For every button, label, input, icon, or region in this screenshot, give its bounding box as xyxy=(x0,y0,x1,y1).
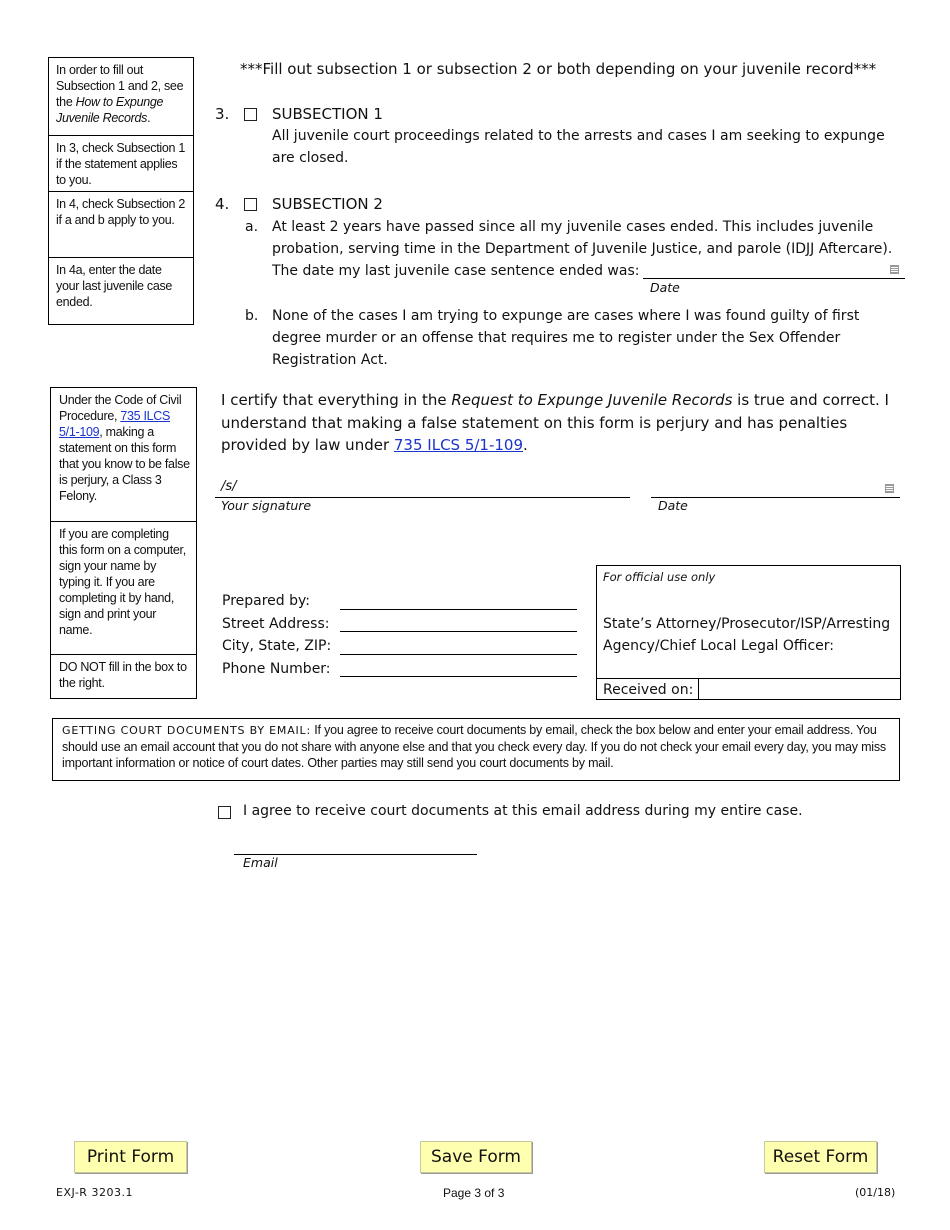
city-state-zip-field[interactable] xyxy=(340,654,577,655)
email-agree-label: I agree to receive court documents at this email address during my entire case. xyxy=(243,803,803,819)
prepared-by-field[interactable] xyxy=(340,609,577,610)
save-form-button[interactable]: Save Form xyxy=(420,1141,532,1173)
perjury-statute-link[interactable]: 735 ILCS 5/1-109 xyxy=(59,409,171,439)
instruction-item-4: In 4, check Subsection 2 if a and b apply to you. xyxy=(49,192,193,258)
official-use-header: For official use only xyxy=(603,570,716,584)
print-form-button[interactable]: Print Form xyxy=(74,1141,187,1173)
official-use-box xyxy=(596,565,901,700)
instructions-sidebar-bottom xyxy=(50,387,197,699)
calendar-icon[interactable] xyxy=(885,484,894,493)
item-4a-label: a. xyxy=(245,219,259,235)
item-3-number: 3. xyxy=(215,105,230,123)
subsection-1-text: All juvenile court proceedings related to the arrests and cases I am seeking to expunge are closed. xyxy=(272,128,885,166)
signature-date-caption: Date xyxy=(658,498,688,513)
subsection-1-checkbox[interactable] xyxy=(244,108,257,121)
form-date: (01/18) xyxy=(855,1186,896,1199)
instruction-signing: If you are completing this form on a computer, sign your name by typing it. If you are completing it by hand, sign and print your name. xyxy=(51,522,196,655)
prepared-by-label: Prepared by: xyxy=(222,593,310,609)
email-caption: Email xyxy=(243,855,278,870)
received-on-row xyxy=(597,678,900,700)
form-id: EXJ-R 3203.1 xyxy=(56,1186,133,1199)
email-agree-checkbox[interactable] xyxy=(218,806,231,819)
instruction-subsections: In order to fill out Subsection 1 and 2, see the How to Expunge Juvenile Records. xyxy=(49,58,193,136)
phone-number-field[interactable] xyxy=(340,676,577,677)
instructions-sidebar-top xyxy=(48,57,194,325)
certification-statement: I certify that everything in the Request to Expunge Juvenile Records is true and correct. I understand that making a false statement on this form is perjury and has penalties provided by law under 735 ILCS 5/1-109. xyxy=(221,391,889,454)
street-address-label: Street Address: xyxy=(222,616,330,632)
signature-value[interactable]: /s/ xyxy=(221,479,237,494)
perjury-law-link[interactable]: 735 ILCS 5/1-109 xyxy=(393,436,524,454)
received-on-label: Received on: xyxy=(603,682,694,698)
email-notice-box: GETTING COURT DOCUMENTS BY EMAIL: If you agree to receive court documents by email, check the box below and enter your email address. You should use an email account that you do not share with anyone else and that you check every day. If you do not check your email every day, you may miss important information or notice of court dates. Other parties may still send you court documents by mail. xyxy=(52,718,900,781)
phone-number-label: Phone Number: xyxy=(222,661,331,677)
last-case-date-field[interactable] xyxy=(643,278,905,279)
street-address-field[interactable] xyxy=(340,631,577,632)
subsection-2-checkbox[interactable] xyxy=(244,198,257,211)
last-case-date-caption: Date xyxy=(650,280,680,295)
received-on-field[interactable] xyxy=(698,679,901,700)
item-4b-label: b. xyxy=(245,308,259,324)
subsection-1-title: SUBSECTION 1 xyxy=(272,105,383,123)
instruction-perjury: Under the Code of Civil Procedure, 735 ILCS 5/1-109, making a statement on this form that you know to be false is perjury, a Class 3 Felony. xyxy=(51,388,196,522)
signature-date-field[interactable] xyxy=(651,497,900,498)
item-4a-text: At least 2 years have passed since all my juvenile cases ended. This includes juvenile probation, serving time in the Department of Juvenile Justice, and parole (IDJJ Aftercare). xyxy=(272,219,893,257)
official-agency-label: State’s Attorney/Prosecutor/ISP/Arresting Agency/Chief Local Legal Officer: xyxy=(603,616,891,654)
subsection-2-title: SUBSECTION 2 xyxy=(272,195,383,213)
instruction-official-box: DO NOT fill in the box to the right. xyxy=(59,660,187,690)
item-4-number: 4. xyxy=(215,195,230,213)
page-number: Page 3 of 3 xyxy=(443,1186,505,1200)
city-state-zip-label: City, State, ZIP: xyxy=(222,638,332,654)
instruction-item-3: In 3, check Subsection 1 if the statement applies to you. xyxy=(49,136,193,192)
instruction-item-4a: In 4a, enter the date your last juvenile case ended. xyxy=(56,263,173,309)
fill-out-note: ***Fill out subsection 1 or subsection 2 or both depending on your juvenile record*** xyxy=(240,60,877,78)
item-4a-date-prompt: The date my last juvenile case sentence ended was: xyxy=(272,263,640,279)
reset-form-button[interactable]: Reset Form xyxy=(764,1141,877,1173)
calendar-icon[interactable] xyxy=(890,265,899,274)
email-notice-heading: GETTING COURT DOCUMENTS BY EMAIL: xyxy=(62,724,311,737)
signature-caption: Your signature xyxy=(221,498,312,513)
item-4b-text: None of the cases I am trying to expunge are cases where I was found guilty of first degree murder or an offense that requires me to register under the Sex Offender Registration Act. xyxy=(272,308,860,368)
